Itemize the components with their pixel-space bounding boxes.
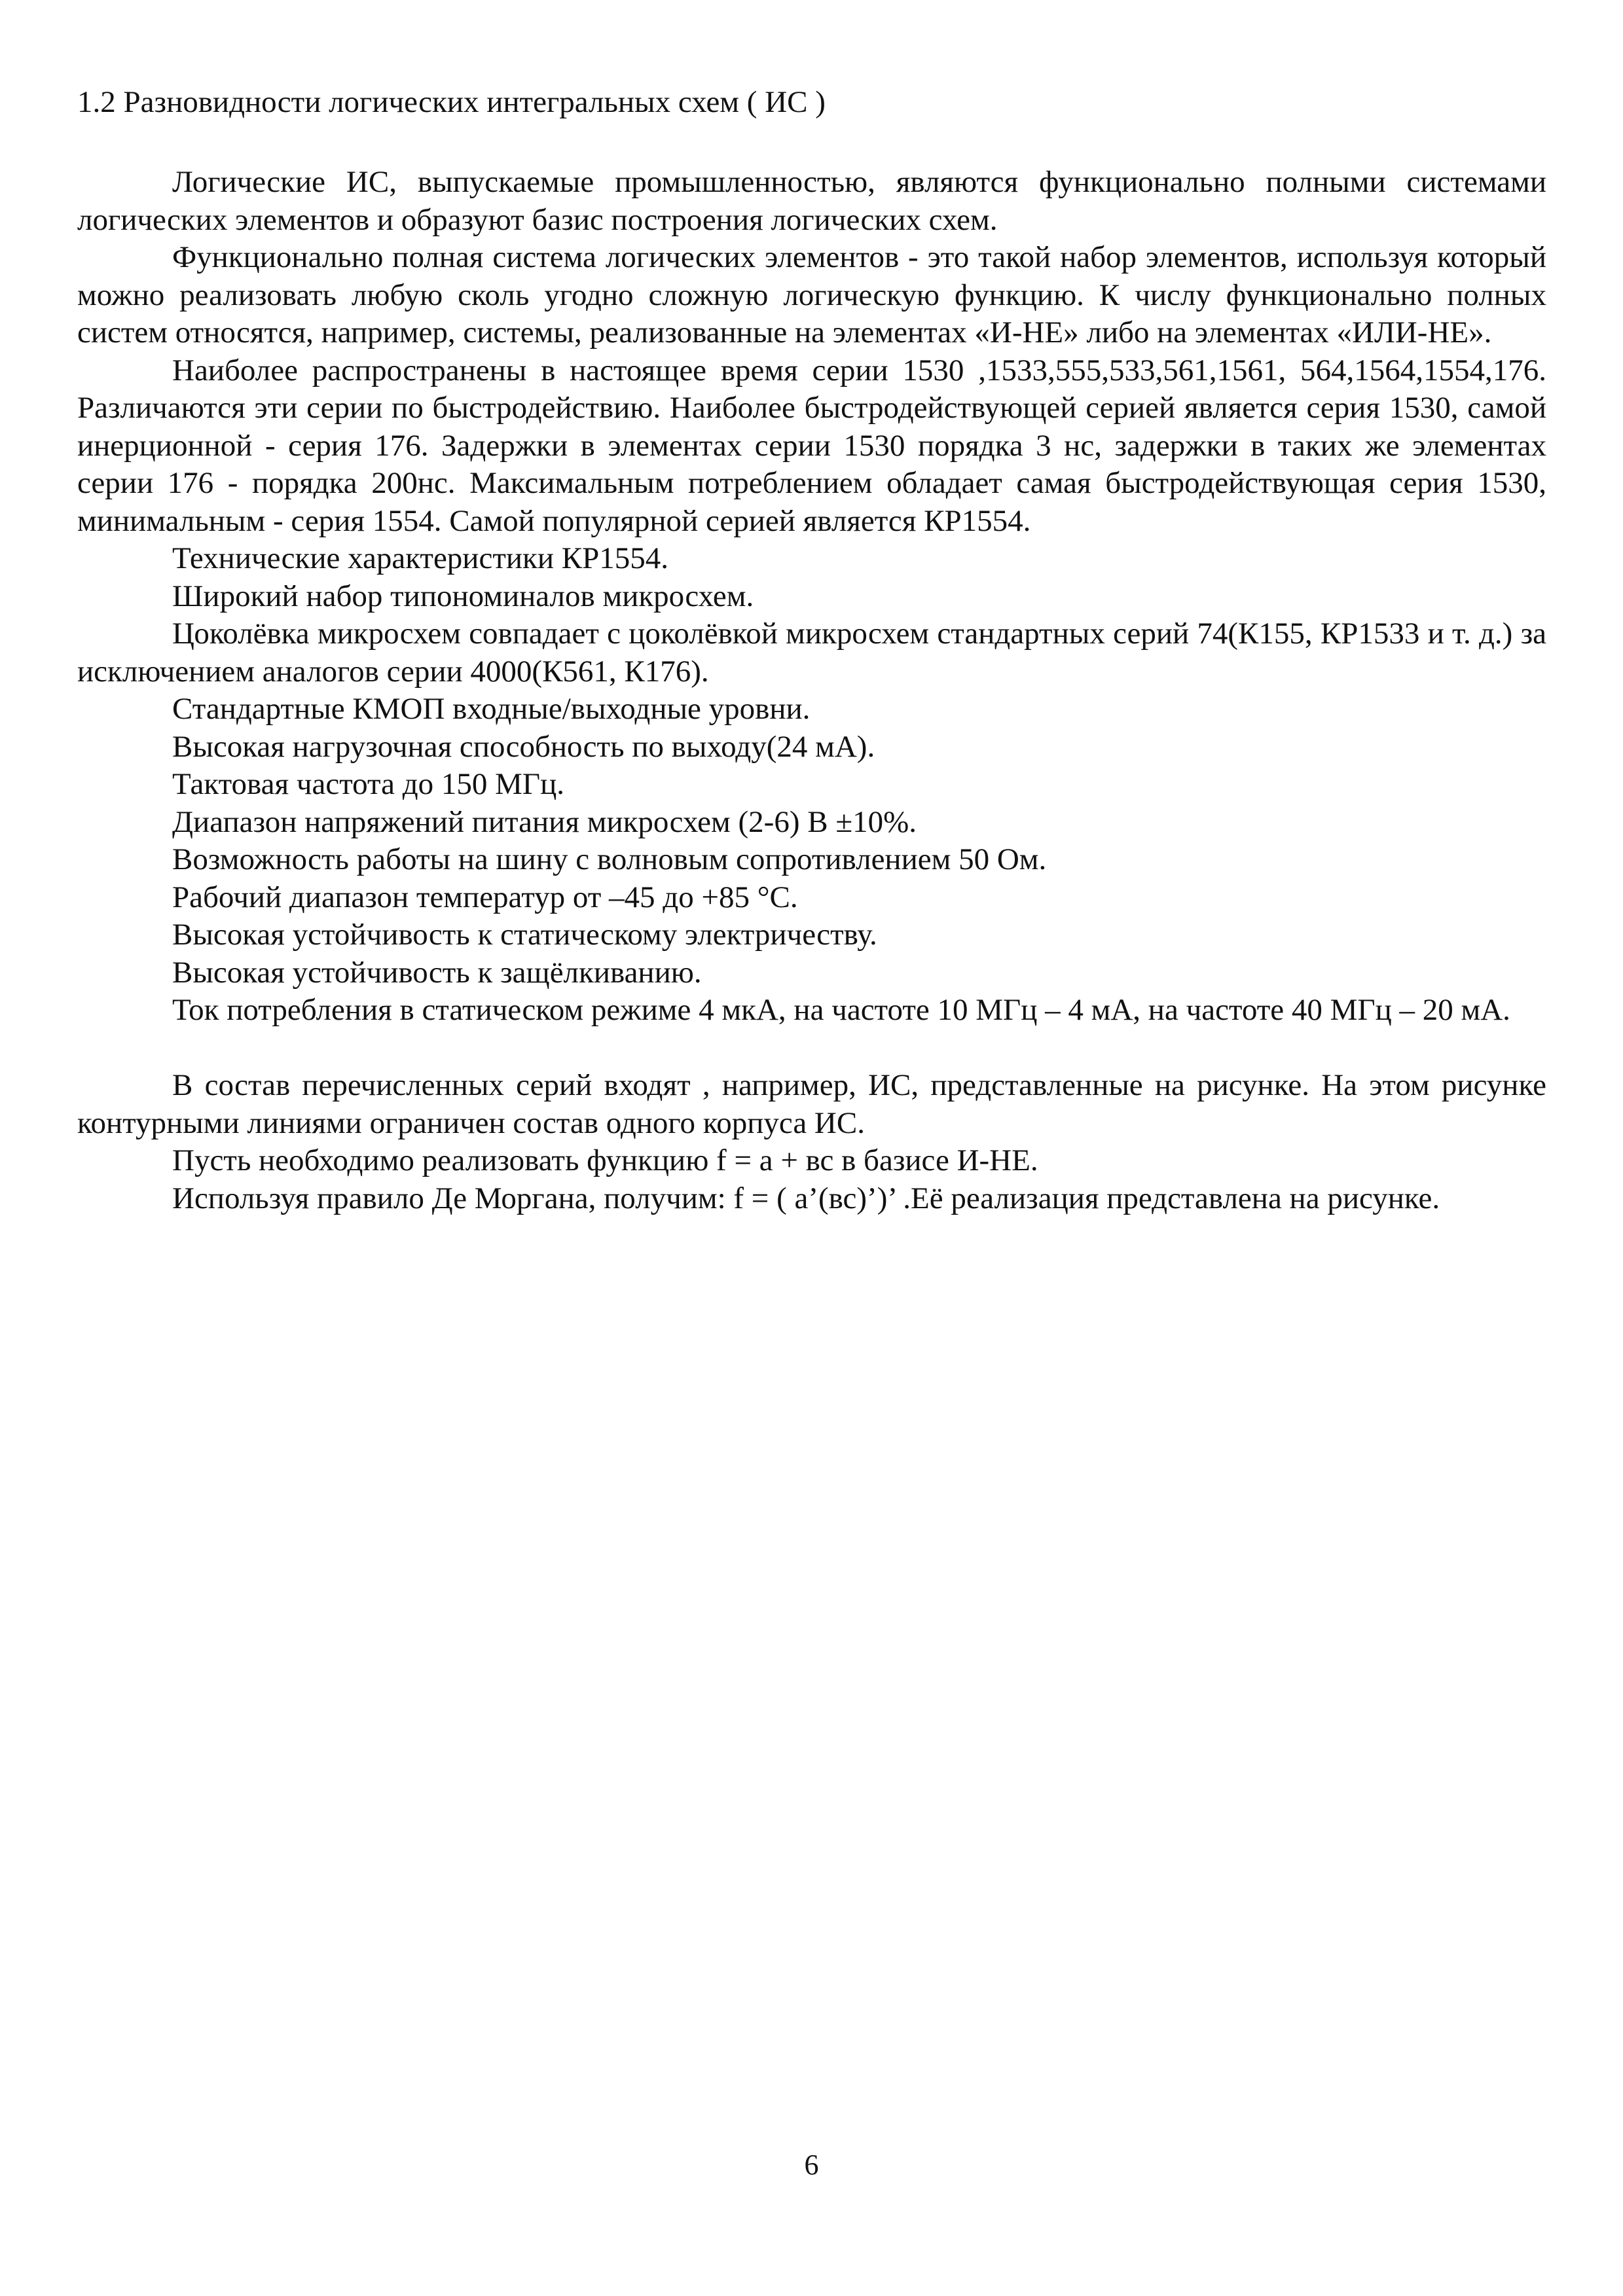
spec-item-bus-impedance: Возможность работы на шину с волновым сопротивлением 50 Ом.	[172, 842, 1047, 876]
paragraph-common-series: Наиболее распространены в настоящее время серии 1530 ,1533,555,533,561,1561, 564,1564,1554,176. Различаются эти серии по быстродействию. Наиболее быстродействующей серией является серия 1530, самой инерционной - серия 176. Задержки в элементах серии 1530 порядка 3 нс, задержки в таких же элементах серии 176 - порядка 200нс. Максимальным потреблением обладает самая быстродействующая серия 1530, минимальным - серия 1554. Самой популярной серией является КР1554.	[77, 353, 1546, 538]
spec-item-pinout: Цоколёвка микросхем совпадает с цоколёвкой микросхем стандартных серий 74(К155, КР1533 и т. д.) за исключением аналогов серии 4000(К561, К176).	[77, 617, 1546, 689]
spec-item-load-capacity: Высокая нагрузочная способность по выходу(24 мА).	[172, 729, 875, 764]
spec-heading-kr1554: Технические характеристики КР1554.	[172, 541, 668, 575]
paragraph-de-morgan: Используя правило Де Моргана, получим: f = ( a’(вс)’)’ .Её реализация представлена на рисунке.	[172, 1181, 1440, 1215]
paragraph-functional-completeness: Функционально полная система логических элементов - это такой набор элементов, используя который можно реализовать любую сколь угодно сложную логическую функцию. К числу функционально полных систем относятся, например, системы, реализованные на элементах «И-НЕ» либо на элементах «ИЛИ-НЕ».	[77, 240, 1546, 350]
spec-item-clock: Тактовая частота до 150 МГц.	[172, 767, 564, 801]
paragraph-function-task: Пусть необходимо реализовать функцию f = a + вс в базисе И-НЕ.	[172, 1143, 1038, 1177]
spec-item-latchup: Высокая устойчивость к защёлкиванию.	[172, 955, 702, 990]
spec-item-temperature: Рабочий диапазон температур от –45 до +85 °С.	[172, 880, 798, 914]
page-number: 6	[804, 2149, 819, 2181]
paragraph-series-figure: В состав перечисленных серий входят , например, ИС, представленные на рисунке. На этом рисунке контурными линиями ограничен состав одного корпуса ИС.	[77, 1068, 1546, 1140]
spec-item-range: Широкий набор типономиналов микросхем.	[172, 579, 754, 613]
spec-item-supply-voltage: Диапазон напряжений питания микросхем (2-6) В ±10%.	[172, 804, 917, 839]
section-title: 1.2 Разновидности логических интегральных схем ( ИС )	[77, 85, 826, 119]
body-text	[77, 164, 1546, 1217]
spec-item-cmos-levels: Стандартные КМОП входные/выходные уровни.	[172, 692, 811, 726]
spec-item-current: Ток потребления в статическом режиме 4 мкА, на частоте 10 МГц – 4 мА, на частоте 40 МГц – 20 мА.	[172, 993, 1510, 1027]
spec-item-static-resistance: Высокая устойчивость к статическому электричеству.	[172, 918, 877, 952]
paragraph-logic-ic-intro: Логические ИС, выпускаемые промышленностью, являются функционально полными системами логических элементов и образуют базис построения логических схем.	[77, 165, 1546, 237]
paragraph-gap	[77, 1030, 1546, 1067]
